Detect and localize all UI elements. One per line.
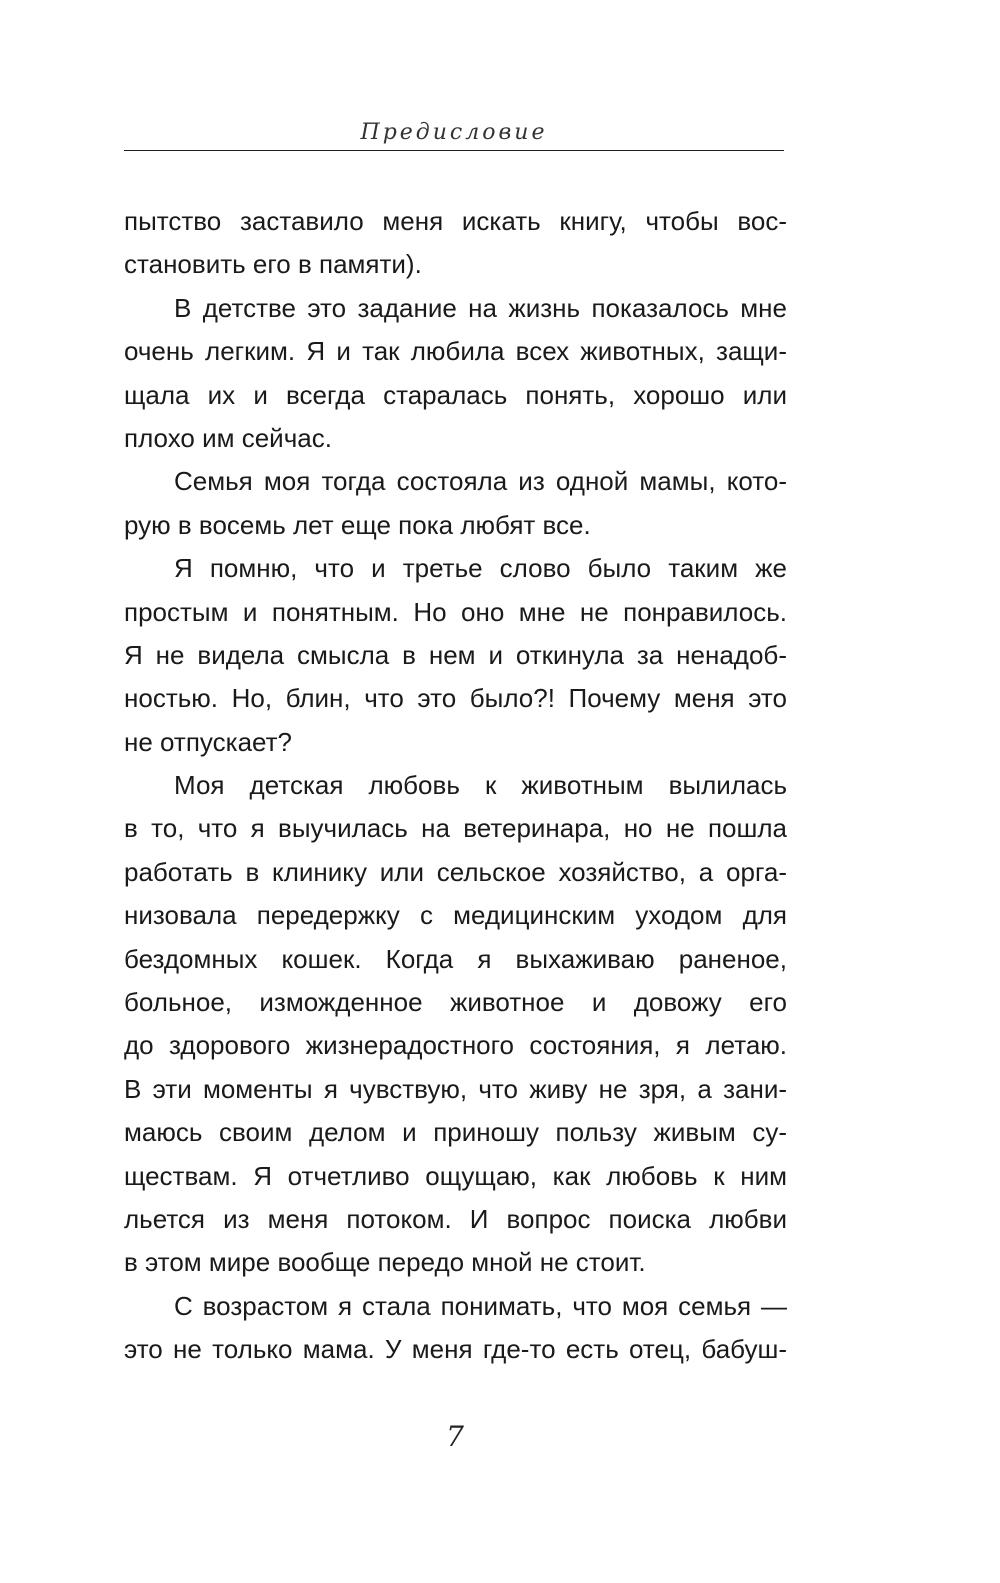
text-line: Семья моя тогда состояла из одной мамы, кото- bbox=[174, 466, 787, 497]
text-line: это не только мама. У меня где-то есть отец, бабуш- bbox=[124, 1334, 787, 1365]
running-head-title: Предисловие bbox=[360, 120, 548, 145]
body-text bbox=[124, 200, 787, 1372]
text-line: Я помню, что и третье слово было таким же bbox=[174, 553, 787, 584]
text-line: В детстве это задание на жизнь показалось мне bbox=[174, 292, 787, 323]
text-line: очень легким. Я и так любила всех животных, защи- bbox=[124, 336, 787, 367]
text-line: щала их и всегда старалась понять, хорошо или bbox=[124, 379, 787, 410]
text-line: бездомных кошек. Когда я выхаживаю раненое, bbox=[124, 943, 787, 974]
text-line: работать в клинику или сельское хозяйство, а орга- bbox=[124, 856, 787, 887]
page-number: 7 bbox=[446, 1420, 464, 1453]
text-line: ностью. Но, блин, что это было?! Почему меня это bbox=[124, 683, 787, 714]
text-line: простым и понятным. Но оно мне не понравилось. bbox=[124, 596, 787, 627]
text-line: рую в восемь лет еще пока любят все. bbox=[124, 509, 591, 540]
text-line: ществам. Я отчетливо ощущаю, как любовь к ним bbox=[124, 1160, 787, 1191]
text-line: Я не видела смысла в нем и откинула за ненадоб- bbox=[124, 639, 787, 670]
text-line: пытство заставило меня искать книгу, чтобы вос- bbox=[124, 206, 787, 236]
header-rule bbox=[124, 150, 784, 151]
text-line: не отпускает? bbox=[124, 726, 292, 757]
text-line: становить его в памяти). bbox=[124, 249, 422, 280]
text-line: маюсь своим делом и приношу пользу живым су- bbox=[124, 1117, 787, 1148]
text-line: в то, что я выучилась на ветеринара, но не пошла bbox=[124, 813, 787, 844]
text-line: больное, изможденное животное и довожу его bbox=[124, 987, 787, 1018]
text-line: С возрастом я стала понимать, что моя семья — bbox=[174, 1290, 787, 1321]
text-line: до здорового жизнерадостного состояния, я летаю. bbox=[124, 1030, 787, 1061]
text-line: низовала передержку с медицинским уходом для bbox=[124, 900, 787, 931]
text-line: В эти моменты я чувствую, что живу не зря, а зани- bbox=[124, 1073, 787, 1104]
text-line: Моя детская любовь к животным вылилась bbox=[174, 770, 787, 801]
text-line: в этом мире вообще передо мной не стоит. bbox=[124, 1247, 646, 1278]
text-line: плохо им сейчас. bbox=[124, 422, 332, 453]
text-line: льется из меня потоком. И вопрос поиска любви bbox=[124, 1203, 787, 1234]
